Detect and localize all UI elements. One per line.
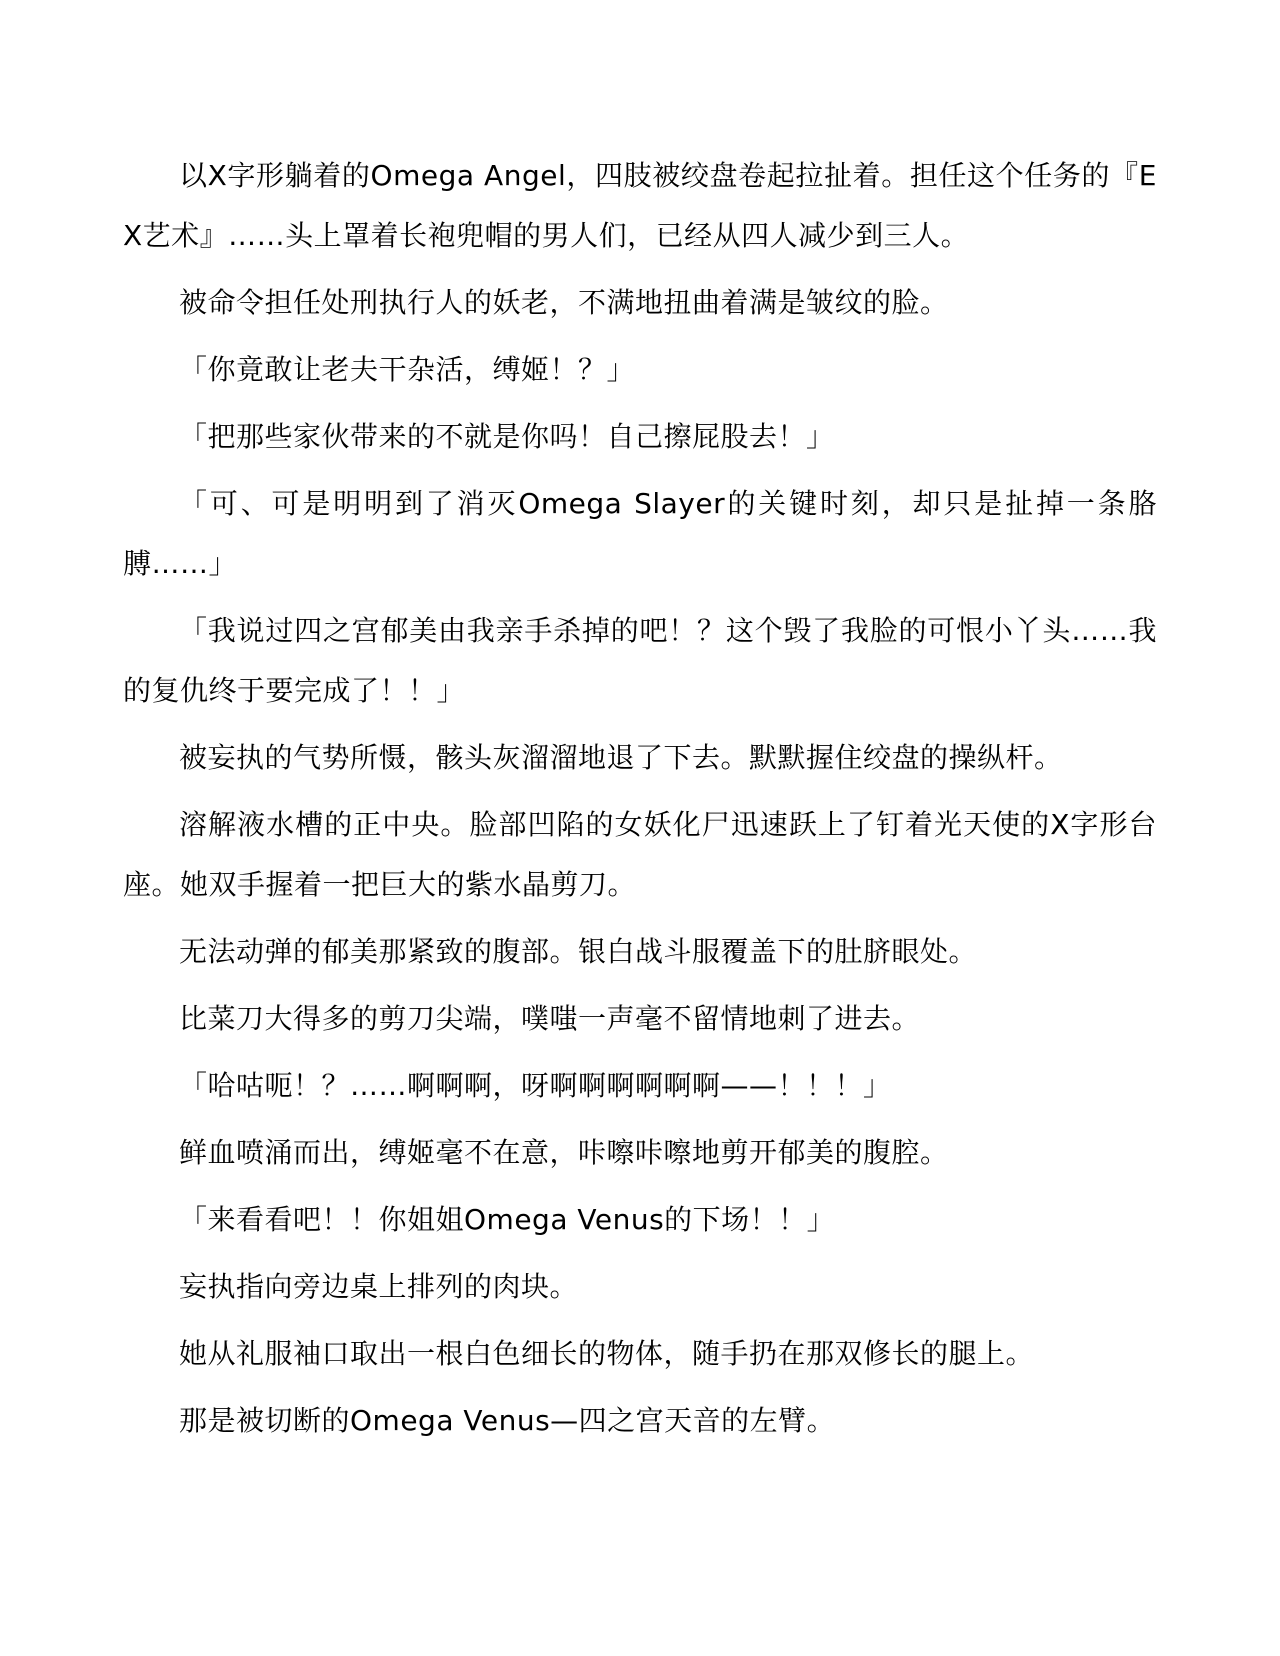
paragraph: 被命令担任处刑执行人的妖老，不满地扭曲着满是皱纹的脸。 [179,286,949,319]
paragraph: 溶解液水槽的正中央。脸部凹陷的女妖化尸迅速跃上了钉着光天使的X字形台座。她双手握着一把巨大的紫水晶剪刀。 [123,808,1157,901]
paragraph: 「把那些家伙带来的不就是你吗！自己擦屁股去！」 [179,420,835,453]
paragraph: 无法动弹的郁美那紧致的腹部。银白战斗服覆盖下的肚脐眼处。 [179,935,978,968]
paragraph: 「来看看吧！！你姐姐Omega Venus的下场！！」 [179,1203,836,1236]
paragraph: 妄执指向旁边桌上排列的肉块。 [179,1270,579,1303]
paragraph: 被妄执的气势所慑，骸头灰溜溜地退了下去。默默握住绞盘的操纵杆。 [179,741,1063,774]
paragraph: 以X字形躺着的Omega Angel，四肢被绞盘卷起拉扯着。担任这个任务的『EX艺术』……头上罩着长袍兜帽的男人们，已经从四人减少到三人。 [123,159,1157,252]
paragraph: 那是被切断的Omega Venus—四之宫天音的左臂。 [179,1404,836,1437]
paragraph: 比菜刀大得多的剪刀尖端，噗嗤一声毫不留情地刺了进去。 [179,1002,921,1035]
paragraph: 「我说过四之宫郁美由我亲手杀掉的吧！？这个毁了我脸的可恨小丫头……我的复仇终于要完成了！！」 [123,614,1157,707]
paragraph: 「你竟敢让老夫干杂活，缚姬！？」 [179,353,636,386]
paragraph: 鲜血喷涌而出，缚姬毫不在意，咔嚓咔嚓地剪开郁美的腹腔。 [179,1136,949,1169]
paragraph: 「可、可是明明到了消灭Omega Slayer的关键时刻，却只是扯掉一条胳膊……」 [123,487,1157,580]
paragraph: 「哈咕呃！？……啊啊啊，呀啊啊啊啊啊啊——！！！」 [179,1069,892,1102]
paragraph: 她从礼服袖口取出一根白色细长的物体，随手扔在那双修长的腿上。 [179,1337,1035,1370]
